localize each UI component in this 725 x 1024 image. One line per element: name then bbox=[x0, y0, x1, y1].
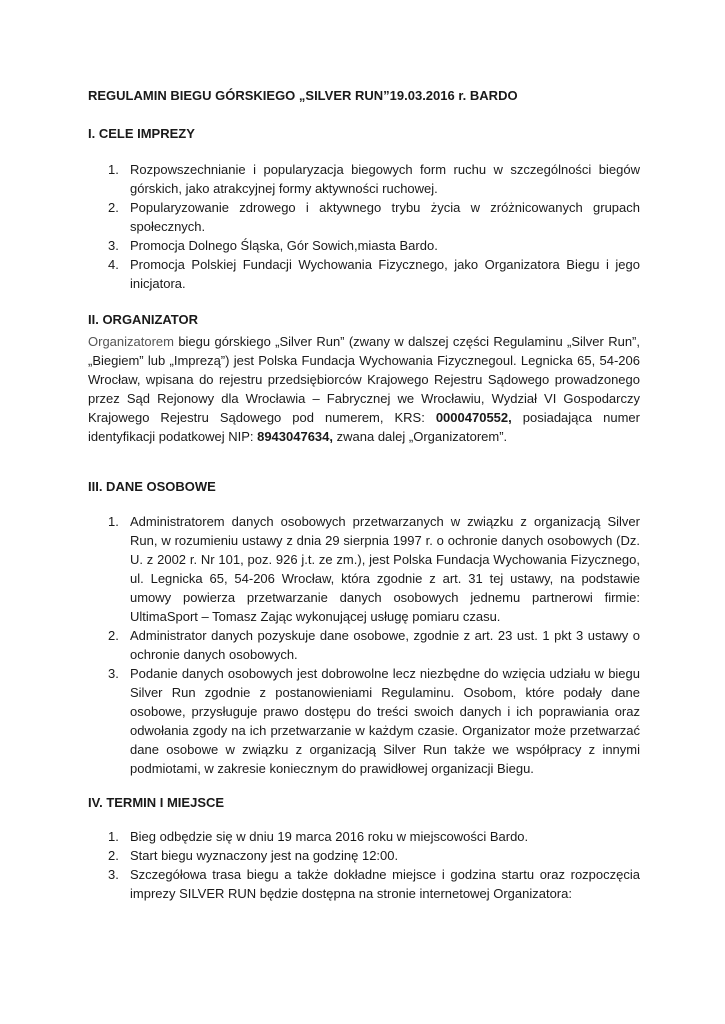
organizer-lead: Organizatorem bbox=[88, 334, 174, 349]
organizer-paragraph bbox=[88, 332, 640, 446]
organizer-body-2: posiadająca numer identyfikacji podatkowej NIP: bbox=[88, 410, 640, 444]
list-text: Szczegółowa trasa biegu a także dokładne miejsce i godzina startu oraz rozpoczęcia imprezy SILVER RUN będzie dostępna na stronie internetowej Organizatora: bbox=[130, 867, 640, 901]
section-heading-organizator: II. ORGANIZATOR bbox=[88, 312, 199, 327]
list-number: 1. bbox=[108, 829, 119, 844]
organizer-body-3: zwana dalej „Organizatorem”. bbox=[333, 429, 508, 444]
list-item bbox=[108, 236, 640, 255]
list-item bbox=[108, 255, 640, 293]
list-item bbox=[108, 865, 640, 903]
list-text: Promocja Dolnego Śląska, Gór Sowich,miasta Bardo. bbox=[130, 238, 438, 253]
list-text: Promocja Polskiej Fundacji Wychowania Fizycznego, jako Organizatora Biegu i jego inicjatora. bbox=[130, 257, 640, 291]
list-text: Popularyzowanie zdrowego i aktywnego trybu życia w zróżnicowanych grupach społecznych. bbox=[130, 200, 640, 234]
section-heading-termin: IV. TERMIN I MIEJSCE bbox=[88, 795, 225, 810]
list-number: 3. bbox=[108, 666, 119, 681]
list-text: Administratorem danych osobowych przetwarzanych w związku z organizacją Silver Run, w rozumieniu ustawy z dnia 29 sierpnia 1997 r. o ochronie danych osobowych (Dz. U. z 2002 r. Nr 101, poz. 926 j.t. ze zm.), jest Polska Fundacja Wychowania Fizycznego, ul. Legnicka 65, 54-206 Wrocław, która zgodnie z art. 31 tej ustawy, na podstawie umowy powierza przetwarzanie danych osobowych jednemu partnerowi firmie: UltimaSport – Tomasz Zając wykonującej usługę pomiaru czasu. bbox=[130, 514, 640, 624]
list-item bbox=[108, 626, 640, 664]
list-text: Administrator danych pozyskuje dane osobowe, zgodnie z art. 23 ust. 1 pkt 3 ustawy o ochronie danych osobowych. bbox=[130, 628, 640, 662]
list-number: 2. bbox=[108, 848, 119, 863]
list-text: Podanie danych osobowych jest dobrowolne lecz niezbędne do wzięcia udziału w biegu Silver Run zgodnie z postanowieniami Regulaminu. Osobom, które podały dane osobowe, przysługuje prawo dostępu do treści swoich danych i ich poprawiania oraz odwołania zgody na ich przetwarzanie w każdym czasie. Organizator może przetwarzać dane osobowe w związku z organizacją Silver Run także we współpracy z innymi podmiotami, w zakresie koniecznym do prawidłowej organizacji Biegu. bbox=[130, 666, 640, 776]
list-item bbox=[108, 664, 640, 778]
organizer-nip: 8943047634, bbox=[257, 429, 334, 444]
organizer-krs: 0000470552, bbox=[435, 410, 512, 425]
list-number: 1. bbox=[108, 162, 119, 177]
list-number: 1. bbox=[108, 514, 119, 529]
section-list-dane-osobowe bbox=[108, 512, 640, 778]
section-list-cele bbox=[108, 160, 640, 293]
list-number: 4. bbox=[108, 257, 119, 272]
list-item bbox=[108, 827, 640, 846]
section-heading-dane-osobowe: III. DANE OSOBOWE bbox=[88, 479, 216, 494]
list-item bbox=[108, 512, 640, 626]
list-text: Bieg odbędzie się w dniu 19 marca 2016 roku w miejscowości Bardo. bbox=[130, 829, 529, 844]
organizer-body-1: biegu górskiego „Silver Run” (zwany w dalszej części Regulaminu „Silver Run”, „Biegiem” lub „Imprezą”) jest Polska Fundacja Wychowania Fizycznegoul. Legnicka 65, 54-206 Wrocław, wpisana do rejestru przedsiębiorców Krajowego Rejestru Sądowego prowadzonego przez Sąd Rejonowy dla Wrocławia – Fabrycznej we Wrocławiu, Wydział VI Gospodarczy Krajowego Rejestru Sądowego pod numerem, KRS: bbox=[88, 334, 640, 425]
list-text: Rozpowszechnianie i popularyzacja biegowych form ruchu w szczególności biegów górskich, jako atrakcyjnej formy aktywności ruchowej. bbox=[130, 162, 640, 196]
section-heading-cele: I. CELE IMPREZY bbox=[88, 126, 195, 141]
list-text: Start biegu wyznaczony jest na godzinę 12:00. bbox=[130, 848, 399, 863]
list-number: 3. bbox=[108, 238, 119, 253]
section-list-termin bbox=[108, 827, 640, 903]
list-item bbox=[108, 160, 640, 198]
list-number: 2. bbox=[108, 628, 119, 643]
list-item bbox=[108, 198, 640, 236]
list-number: 2. bbox=[108, 200, 119, 215]
list-number: 3. bbox=[108, 867, 119, 882]
list-item bbox=[108, 846, 640, 865]
document-title: REGULAMIN BIEGU GÓRSKIEGO „SILVER RUN”19.03.2016 r. BARDO bbox=[88, 88, 518, 103]
